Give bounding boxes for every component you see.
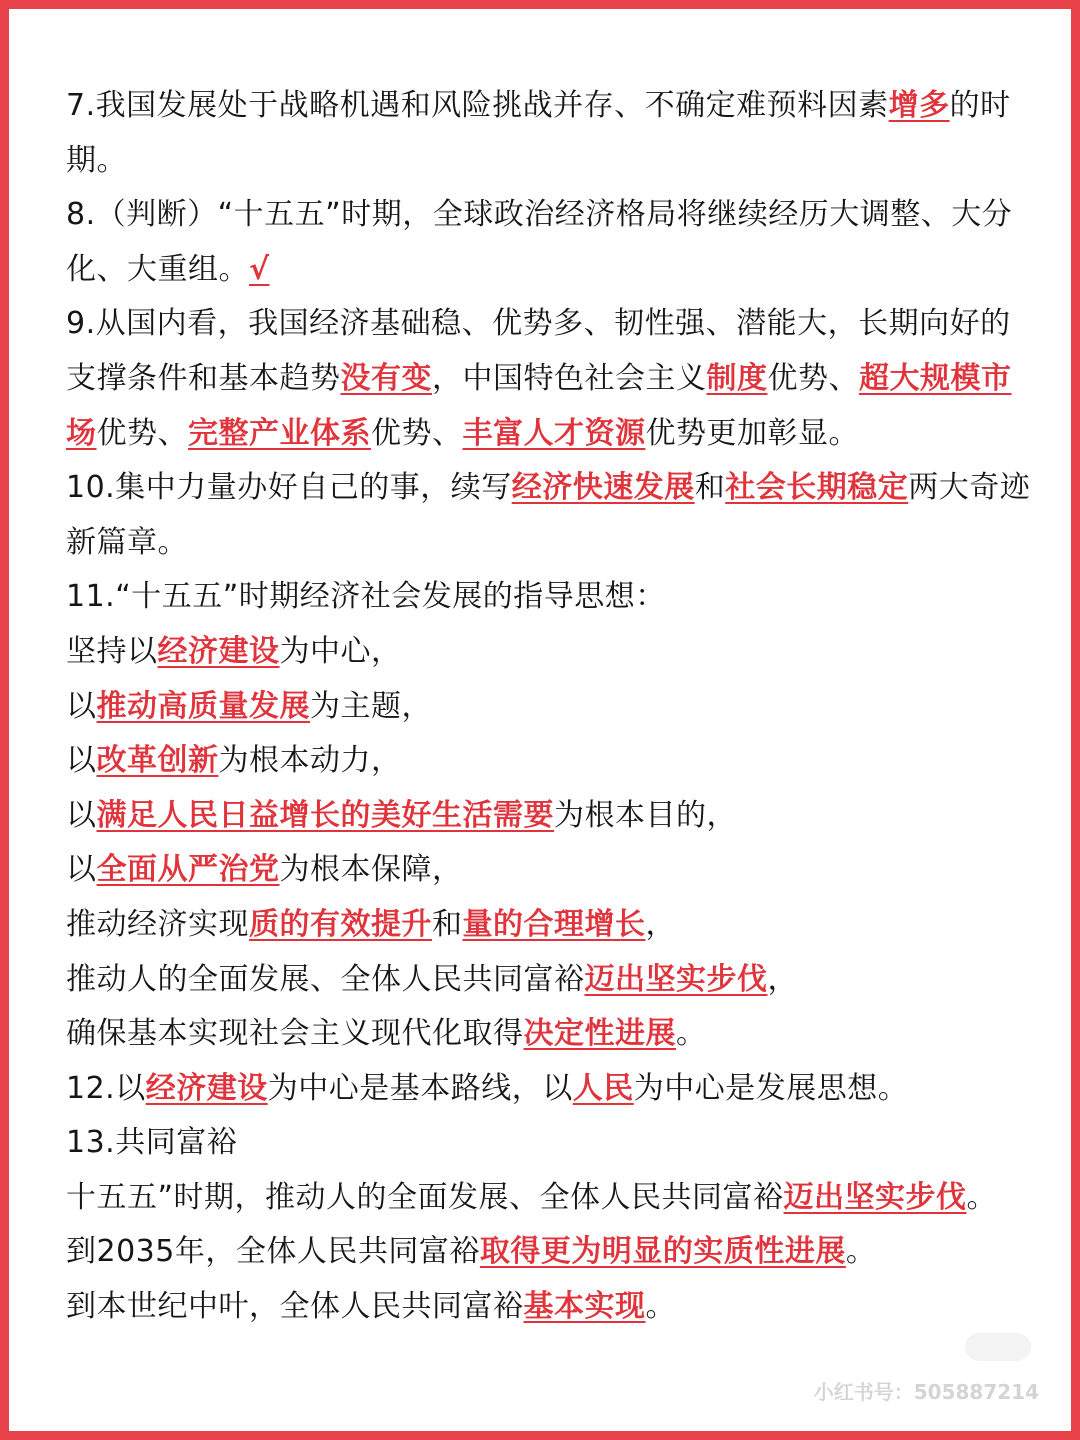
text-line <box>66 1171 1041 1226</box>
highlighted-answer: 满足人民日益增长的美好生活需要 <box>96 797 554 833</box>
highlighted-answer: 改革创新 <box>96 743 219 779</box>
text-line <box>66 625 1041 680</box>
highlighted-answer: √ <box>249 251 270 287</box>
line-text: 以 <box>66 743 97 779</box>
line-text: 期。 <box>66 142 127 178</box>
text-line <box>66 516 1041 571</box>
line-text: 为根本保障， <box>279 852 463 888</box>
text-line <box>66 789 1041 844</box>
text-line <box>66 188 1041 243</box>
line-text: 坚持以 <box>66 633 158 669</box>
line-text: 推动人的全面发展、全体人民共同富裕 <box>66 961 585 997</box>
text-line <box>66 79 1041 134</box>
line-text: 优势、 <box>767 360 859 396</box>
text-line <box>66 461 1041 516</box>
line-text: 和 <box>432 906 463 942</box>
line-text: 优势、 <box>96 415 188 451</box>
line-text: 两大奇迹 <box>908 470 1031 506</box>
highlighted-answer: 制度 <box>706 360 768 396</box>
line-text: 。 <box>966 1179 998 1215</box>
highlighted-answer: 经济建设 <box>157 633 280 669</box>
watermark: 小红书号：505887214 <box>813 1380 1039 1404</box>
highlighted-answer: 超大规模市 <box>859 360 1012 396</box>
text-line <box>66 1007 1041 1062</box>
text-line <box>66 843 1041 898</box>
line-text: 以 <box>66 688 97 724</box>
text-line <box>66 1062 1041 1117</box>
highlighted-answer: 全面从严治党 <box>96 852 280 888</box>
highlighted-answer: 质的有效提升 <box>249 906 432 942</box>
line-text: ， <box>767 961 798 997</box>
line-text: 到2035年，全体人民共同富裕 <box>66 1234 480 1270</box>
text-line <box>66 734 1041 789</box>
line-text: 为中心是基本路线，以 <box>267 1070 573 1106</box>
xiaohongshu-logo-icon <box>965 1333 1031 1361</box>
text-line <box>66 953 1041 1008</box>
highlighted-answer: 人民 <box>572 1070 634 1106</box>
text-line <box>66 1116 1041 1171</box>
line-text: 优势、 <box>371 415 463 451</box>
line-text: 11.“十五五”时期经济社会发展的指导思想： <box>66 579 666 615</box>
line-text: 为根本动力， <box>218 743 402 779</box>
line-text: 新篇章。 <box>66 524 188 560</box>
line-text: 以 <box>66 797 97 833</box>
line-text: 为主题， <box>310 688 432 724</box>
highlighted-answer: 没有变 <box>340 360 432 396</box>
text-line <box>66 134 1041 189</box>
line-text: 。 <box>676 1016 707 1052</box>
highlighted-answer: 决定性进展 <box>523 1016 676 1052</box>
highlighted-answer: 推动高质量发展 <box>96 688 310 724</box>
highlighted-answer: 增多 <box>888 88 950 123</box>
line-text: 。 <box>645 1289 676 1325</box>
line-text: 。 <box>845 1234 877 1270</box>
line-text: 12.以 <box>66 1070 146 1106</box>
line-text: 确保基本实现社会主义现代化取得 <box>66 1016 524 1052</box>
text-line <box>66 243 1041 298</box>
line-text: 的时 <box>949 88 1011 123</box>
line-text: 为中心， <box>279 633 402 669</box>
highlighted-answer: 量的合理增长 <box>462 906 646 942</box>
document-body <box>66 79 1041 1335</box>
highlighted-answer: 经济建设 <box>145 1070 268 1106</box>
line-text: ， <box>645 906 676 942</box>
line-text: 推动经济实现 <box>66 906 249 942</box>
line-text: 和 <box>694 470 726 506</box>
highlighted-answer: 迈出坚实步伐 <box>783 1179 967 1215</box>
text-line <box>66 1280 1041 1335</box>
line-text: 9.从国内看，我国经济基础稳、优势多、韧性强、潜能大，长期向好的 <box>66 306 1011 342</box>
highlighted-answer: 基本实现 <box>523 1289 646 1325</box>
line-text: 8.（判断）“十五五”时期，全球政治经济格局将继续经历大调整、大分 <box>66 197 1013 233</box>
text-line <box>66 1225 1041 1280</box>
line-text: 7.我国发展处于战略机遇和风险挑战并存、不确定难预料因素 <box>66 88 889 123</box>
line-text: 为根本目的， <box>554 797 737 833</box>
highlighted-answer: 迈出坚实步伐 <box>584 961 768 997</box>
line-text: 十五五”时期，推动人的全面发展、全体人民共同富裕 <box>66 1179 784 1215</box>
highlighted-answer: 经济快速发展 <box>511 470 695 506</box>
line-text: 优势更加彰显。 <box>645 415 859 451</box>
line-text: 10.集中力量办好自己的事，续写 <box>66 470 512 506</box>
line-text: 以 <box>66 852 97 888</box>
line-text: 化、大重组。 <box>66 251 249 287</box>
text-line <box>66 352 1041 407</box>
line-text: 到本世纪中叶，全体人民共同富裕 <box>66 1289 524 1325</box>
line-text: ，中国特色社会主义 <box>432 360 707 396</box>
line-text: 为中心是发展思想。 <box>633 1070 909 1106</box>
line-text: 支撑条件和基本趋势 <box>66 360 341 396</box>
text-line <box>66 297 1041 352</box>
text-line <box>66 570 1041 625</box>
highlighted-answer: 丰富人才资源 <box>462 415 646 451</box>
highlighted-answer: 社会长期稳定 <box>725 470 909 506</box>
highlighted-answer: 完整产业体系 <box>188 415 371 451</box>
highlighted-answer: 场 <box>66 415 97 451</box>
text-line <box>66 898 1041 953</box>
highlighted-answer: 取得更为明显的实质性进展 <box>479 1234 846 1270</box>
text-line <box>66 680 1041 735</box>
line-text: 13.共同富裕 <box>66 1125 238 1161</box>
text-line <box>66 407 1041 462</box>
